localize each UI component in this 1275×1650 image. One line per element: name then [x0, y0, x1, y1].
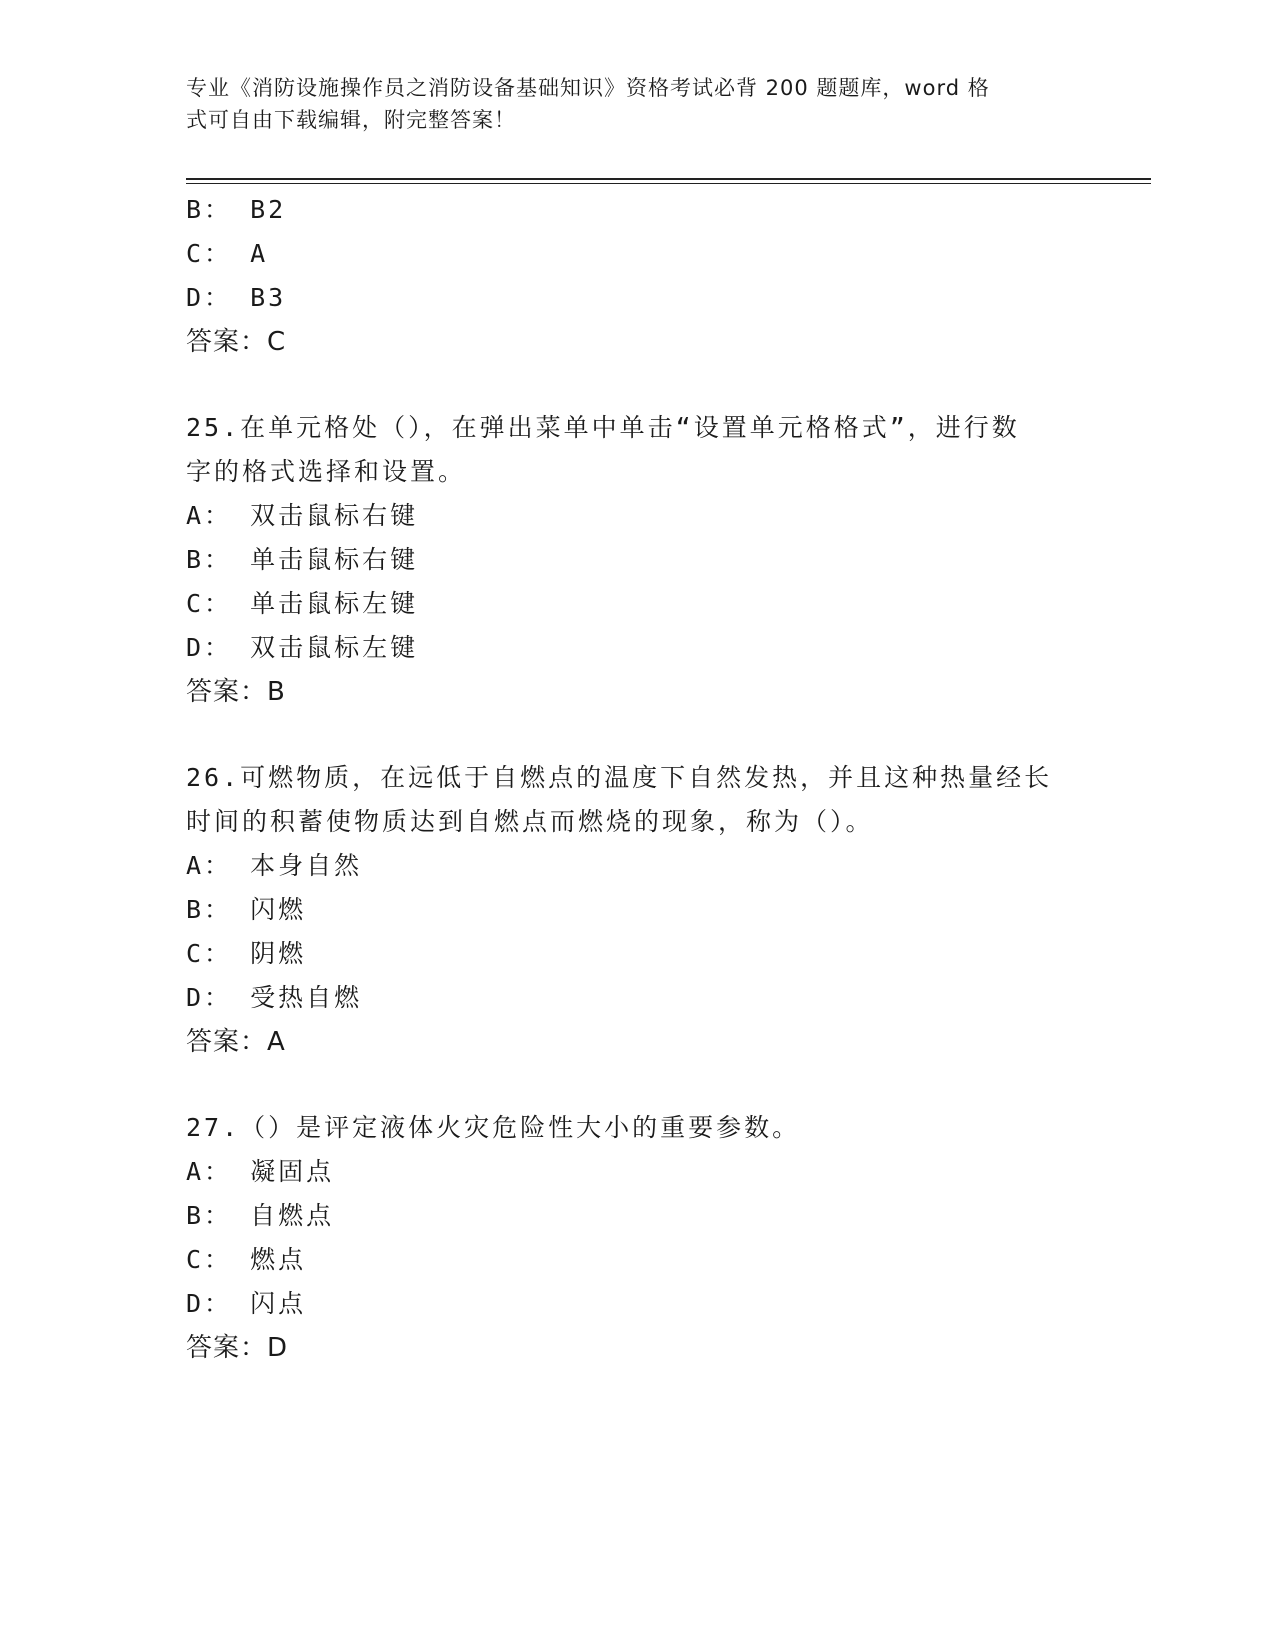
q26-option-a: A： 本身自然 — [186, 851, 363, 880]
q26-option-c: C： 阴燃 — [186, 939, 307, 968]
q25-option-a: A： 双击鼠标右键 — [186, 501, 419, 530]
prev-option-c: C： A — [186, 239, 269, 268]
header-rule-thick — [186, 178, 1151, 180]
q26-option-b: B： 闪燃 — [186, 895, 307, 924]
q25-stem-line-2: 字的格式选择和设置。 — [186, 457, 467, 486]
q25-stem-line-1: 25.在单元格处（），在弹出菜单中单击“设置单元格格式”，进行数 — [186, 413, 1020, 442]
q27-option-a: A： 凝固点 — [186, 1157, 335, 1186]
q27-option-b: B： 自燃点 — [186, 1201, 335, 1230]
q25-answer: 答案：B — [186, 677, 286, 707]
q27-option-d: D： 闪点 — [186, 1289, 307, 1318]
q25-option-d: D： 双击鼠标左键 — [186, 633, 419, 662]
q27-answer: 答案：D — [186, 1333, 289, 1363]
q26-option-d: D： 受热自燃 — [186, 983, 363, 1012]
q27-stem-line-1: 27.（）是评定液体火灾危险性大小的重要参数。 — [186, 1113, 801, 1142]
header-rule-thin — [186, 183, 1151, 184]
q26-answer: 答案：A — [186, 1027, 286, 1057]
prev-option-b: B： B2 — [186, 195, 287, 224]
q26-stem-line-2: 时间的积蓄使物质达到自燃点而燃烧的现象，称为（）。 — [186, 807, 874, 836]
q25-option-b: B： 单击鼠标右键 — [186, 545, 419, 574]
q27-option-c: C： 燃点 — [186, 1245, 307, 1274]
document-header — [186, 72, 1066, 136]
header-title-line-1: 专业《消防设施操作员之消防设备基础知识》资格考试必背 200 题题库，word 格 — [186, 76, 990, 100]
q26-stem-line-1: 26.可燃物质，在远低于自燃点的温度下自然发热，并且这种热量经长 — [186, 763, 1053, 792]
prev-option-d: D： B3 — [186, 283, 287, 312]
q25-option-c: C： 单击鼠标左键 — [186, 589, 419, 618]
header-title-line-2: 式可自由下载编辑，附完整答案！ — [186, 108, 516, 132]
prev-answer: 答案：C — [186, 327, 287, 357]
